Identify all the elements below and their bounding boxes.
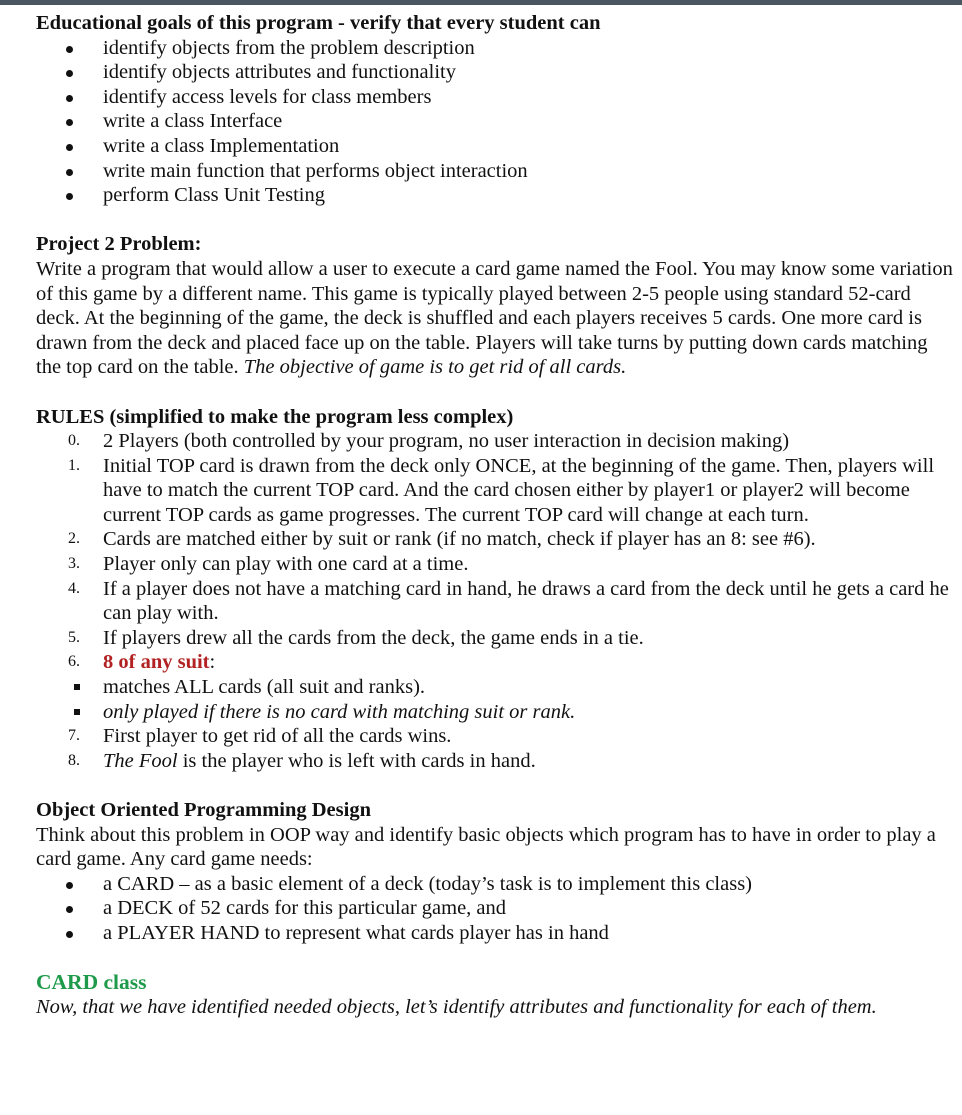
rule-number: 4.: [68, 579, 80, 597]
problem-heading: Project 2 Problem:: [36, 233, 202, 256]
rules-heading: RULES (simplified to make the program less complex): [36, 405, 514, 428]
rule-number: 5.: [68, 628, 80, 646]
problem-objective: The objective of game is to get rid of all cards.: [243, 356, 627, 379]
rule-number: 2.: [68, 530, 80, 548]
rule-eight-label: 8 of any suit: [103, 651, 210, 674]
list-item: write main function that performs object interaction: [36, 159, 956, 184]
oop-list: [36, 872, 956, 946]
rule-eight-sublist: [36, 675, 956, 724]
oop-heading: Object Oriented Programming Design: [36, 799, 371, 821]
list-item: a CARD – as a basic element of a deck (today’s task is to implement this class): [36, 872, 956, 897]
list-item: a PLAYER HAND to represent what cards player has in hand: [36, 921, 956, 946]
rule-text: If a player does not have a matching card in hand, he draws a card from the deck until he gets a card he can play with.: [103, 577, 949, 625]
list-item: a DECK of 52 cards for this particular game, and: [36, 896, 956, 921]
rule-item: [36, 454, 956, 528]
rule-text: is the player who is left with cards in hand.: [177, 749, 536, 772]
rule-item: [36, 527, 956, 552]
rule-text: Cards are matched either by suit or rank (if no match, check if player has an 8: see #6).: [103, 528, 816, 551]
goals-list: [36, 36, 956, 208]
rule-text: 2 Players (both controlled by your program, no user interaction in decision making): [103, 430, 790, 453]
rule-item: [36, 577, 956, 626]
list-item: identify objects attributes and functionality: [36, 60, 956, 85]
document-page: [36, 11, 956, 1019]
rule-number: 3.: [68, 555, 80, 573]
rule-number: 6.: [68, 653, 80, 671]
list-item: identify access levels for class members: [36, 85, 956, 110]
problem-text: [36, 257, 956, 380]
rule-item: [36, 724, 956, 749]
rules-list: [36, 429, 956, 773]
rule-fool-term: The Fool: [103, 749, 178, 772]
card-class-heading: CARD class: [36, 970, 147, 995]
rule-number: 7.: [68, 727, 80, 745]
goals-heading: Educational goals of this program - verify that every student can: [36, 12, 601, 34]
rule-text: Player only can play with one card at a time.: [103, 553, 469, 576]
problem-body: Write a program that would allow a user to execute a card game named the Fool. You may know some variation of this game by a different name. This game is typically played between 2-5 people using standard 52-card deck. At the beginning of the game, the deck is shuffled and each players receives 5 cards. One more card is drawn from the deck and placed face up on the table. Players will take turns by putting down cards matching the top card on the table.: [36, 257, 953, 379]
rule-item-8-of-any-suit: [36, 650, 956, 724]
window-top-bar: [0, 0, 962, 5]
rule-item: [36, 429, 956, 454]
rule-text: First player to get rid of all the cards wins.: [103, 725, 452, 748]
rule-number: 0.: [68, 432, 80, 450]
rule-item: [36, 749, 956, 774]
oop-text: Think about this problem in OOP way and identify basic objects which program has to have in order to play a card game. Any card game needs:: [36, 823, 936, 871]
list-item: identify objects from the problem description: [36, 36, 956, 61]
sub-list-item: matches ALL cards (all suit and ranks).: [36, 675, 956, 700]
rule-text: Initial TOP card is drawn from the deck only ONCE, at the beginning of the game. Then, players will have to match the current TOP card. And the card chosen either by player1 or player2 will become current TOP cards as game progresses. The current TOP card will change at each turn.: [103, 454, 935, 526]
sub-list-item: only played if there is no card with matching suit or rank.: [36, 700, 956, 725]
list-item: perform Class Unit Testing: [36, 183, 956, 208]
card-class-text: Now, that we have identified needed objects, let’s identify attributes and functionality for each of them.: [36, 995, 877, 1018]
rule-number: 8.: [68, 751, 80, 769]
list-item: write a class Interface: [36, 109, 956, 134]
rule-eight-colon: :: [209, 651, 216, 674]
rule-item: [36, 626, 956, 651]
rule-item: [36, 552, 956, 577]
rule-text: If players drew all the cards from the deck, the game ends in a tie.: [103, 626, 644, 649]
rule-number: 1.: [68, 456, 80, 474]
list-item: write a class Implementation: [36, 134, 956, 159]
